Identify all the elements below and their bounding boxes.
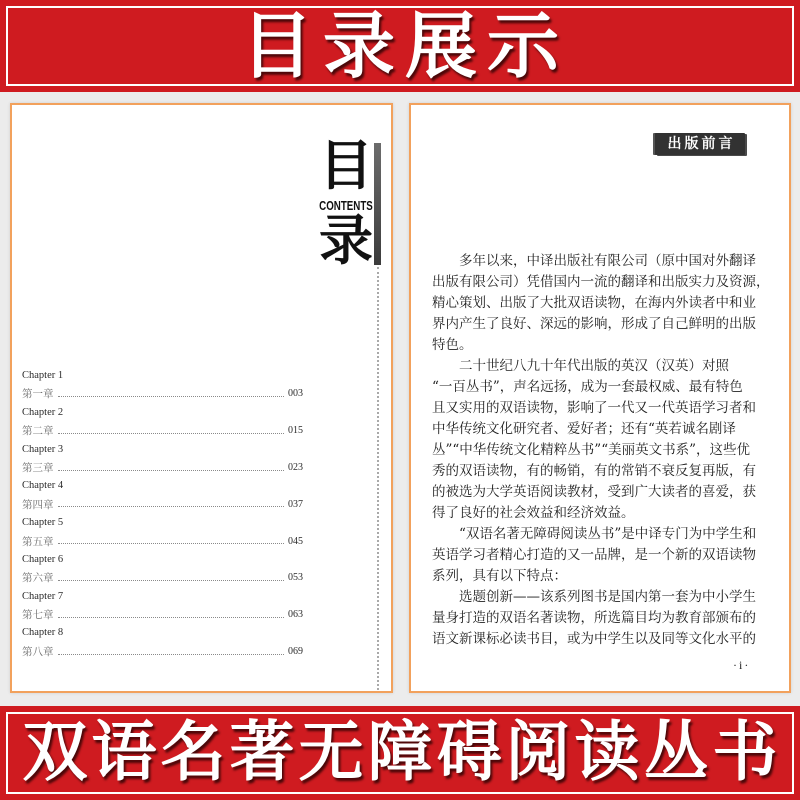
toc-entry (22, 459, 303, 477)
toc-entry (22, 606, 303, 624)
toc-chapter-title: 第三章 (22, 461, 54, 474)
preface-line: 系列，具有以下特点： (432, 568, 567, 584)
preface-line: 的被选为大学英语阅读教材，受到广大读者的喜爱，获 (432, 484, 756, 500)
toc-dot-leader (58, 396, 285, 397)
toc-chapter-label: Chapter 4 (22, 480, 64, 492)
preface-line: 秀的双语读物，有的畅销，有的常销不衰反复再版，有 (432, 463, 756, 479)
preface-line: 精心策划、出版了大批双语读物，在海内外读者中和业 (432, 295, 756, 311)
toc-list (22, 367, 303, 661)
toc-dot-leader (58, 506, 285, 507)
preface-paragraph (432, 251, 787, 356)
preface-body (432, 251, 787, 650)
top-banner (0, 0, 800, 92)
toc-page-number: 045 (288, 535, 303, 547)
preface-line: 二十世纪八九十年代出版的英汉（汉英）对照 (459, 358, 729, 374)
toc-chapter-label: Chapter 1 (22, 370, 64, 381)
preface-line: 语文新课标必读书目，或为中学生以及同等文化水平的 (432, 631, 756, 647)
toc-chapter-title: 第五章 (22, 535, 54, 548)
preface-line: 得了良好的社会效益和经济效益。 (432, 505, 635, 521)
toc-chapter-title: 第一章 (22, 388, 54, 401)
preface-line: “双语名著无障碍阅读丛书”是中译专门为中学生和 (459, 526, 757, 542)
toc-dot-leader (58, 543, 285, 544)
toc-entry (22, 422, 303, 440)
page-number: ·i· (733, 658, 751, 672)
toc-page-number: 023 (288, 461, 303, 473)
toc-chapter-label: Chapter 6 (22, 553, 64, 565)
preface-line: 界内产生了良好、深远的影响，形成了自己鲜明的出版 (432, 316, 756, 332)
preface-line: 出版有限公司）凭借国内一流的翻译和出版实力及资源， (432, 274, 770, 290)
toc-chapter-label: Chapter 7 (22, 590, 64, 602)
toc-entry (22, 569, 303, 587)
contents-heading-en: CONTENTS (319, 199, 373, 213)
preface-line: 多年以来，中译出版社有限公司（原中国对外翻译 (459, 253, 756, 269)
toc-page-number: 037 (288, 498, 303, 510)
toc-entry (22, 385, 303, 403)
preface-line: 量身打造的双语名著读物，所选篇目均为教育部颁布的 (432, 610, 756, 626)
contents-heading-bottom-char: 录 (319, 209, 373, 272)
page-dotted-rule (377, 267, 379, 690)
preface-paragraph (432, 356, 787, 524)
preface-line: “一百丛书”，声名远扬，成为一套最权威、最有特色 (432, 379, 743, 395)
toc-dot-leader (58, 654, 285, 655)
contents-page (10, 103, 393, 693)
toc-dot-leader (58, 580, 285, 581)
preface-paragraph (432, 587, 787, 650)
preface-section-label: 出版前言 (655, 133, 745, 155)
heading-accent-bar (374, 143, 381, 265)
preface-line: 且又实用的双语读物，影响了一代又一代英语学习者和 (432, 400, 756, 416)
toc-dot-leader (58, 470, 285, 471)
toc-page-number: 063 (288, 609, 303, 621)
preface-line: 丛”“中华传统文化精粹丛书”“美丽英文书系”，这些优 (432, 442, 751, 458)
series-title: 双语名著无障碍阅读丛书 (22, 715, 782, 790)
toc-chapter-title: 第八章 (22, 645, 54, 658)
toc-page-number: 069 (288, 645, 303, 657)
preface-paragraph (432, 524, 787, 587)
toc-chapter-label: Chapter 3 (22, 443, 64, 455)
toc-page-number: 003 (288, 388, 303, 400)
toc-entry (22, 533, 303, 551)
bottom-banner (0, 706, 800, 800)
top-banner-title: 目录展示 (240, 4, 569, 88)
preface-line: 英语学习者精心打造的又一品牌，是一个新的双语读物 (432, 547, 756, 563)
preface-line: 中华传统文化研究者、爱好者；还有“英若诚名剧译 (432, 421, 736, 437)
toc-page-number: 015 (288, 425, 303, 437)
toc-dot-leader (58, 617, 285, 618)
contents-heading-top-char: 目 (319, 134, 373, 197)
toc-chapter-label: Chapter 8 (22, 627, 64, 639)
toc-chapter-title: 第七章 (22, 609, 54, 622)
toc-chapter-title: 第四章 (22, 498, 54, 511)
toc-chapter-label: Chapter 2 (22, 406, 64, 418)
preface-line: 特色。 (432, 337, 473, 353)
preface-page (409, 103, 791, 693)
toc-chapter-label: Chapter 5 (22, 517, 64, 529)
toc-dot-leader (58, 433, 285, 434)
toc-page-number: 053 (288, 572, 303, 584)
toc-chapter-title: 第六章 (22, 572, 54, 585)
toc-entry (22, 643, 303, 661)
toc-entry (22, 496, 303, 514)
toc-chapter-title: 第二章 (22, 425, 54, 438)
preface-line: 选题创新——该系列图书是国内第一套为中小学生 (459, 589, 756, 605)
